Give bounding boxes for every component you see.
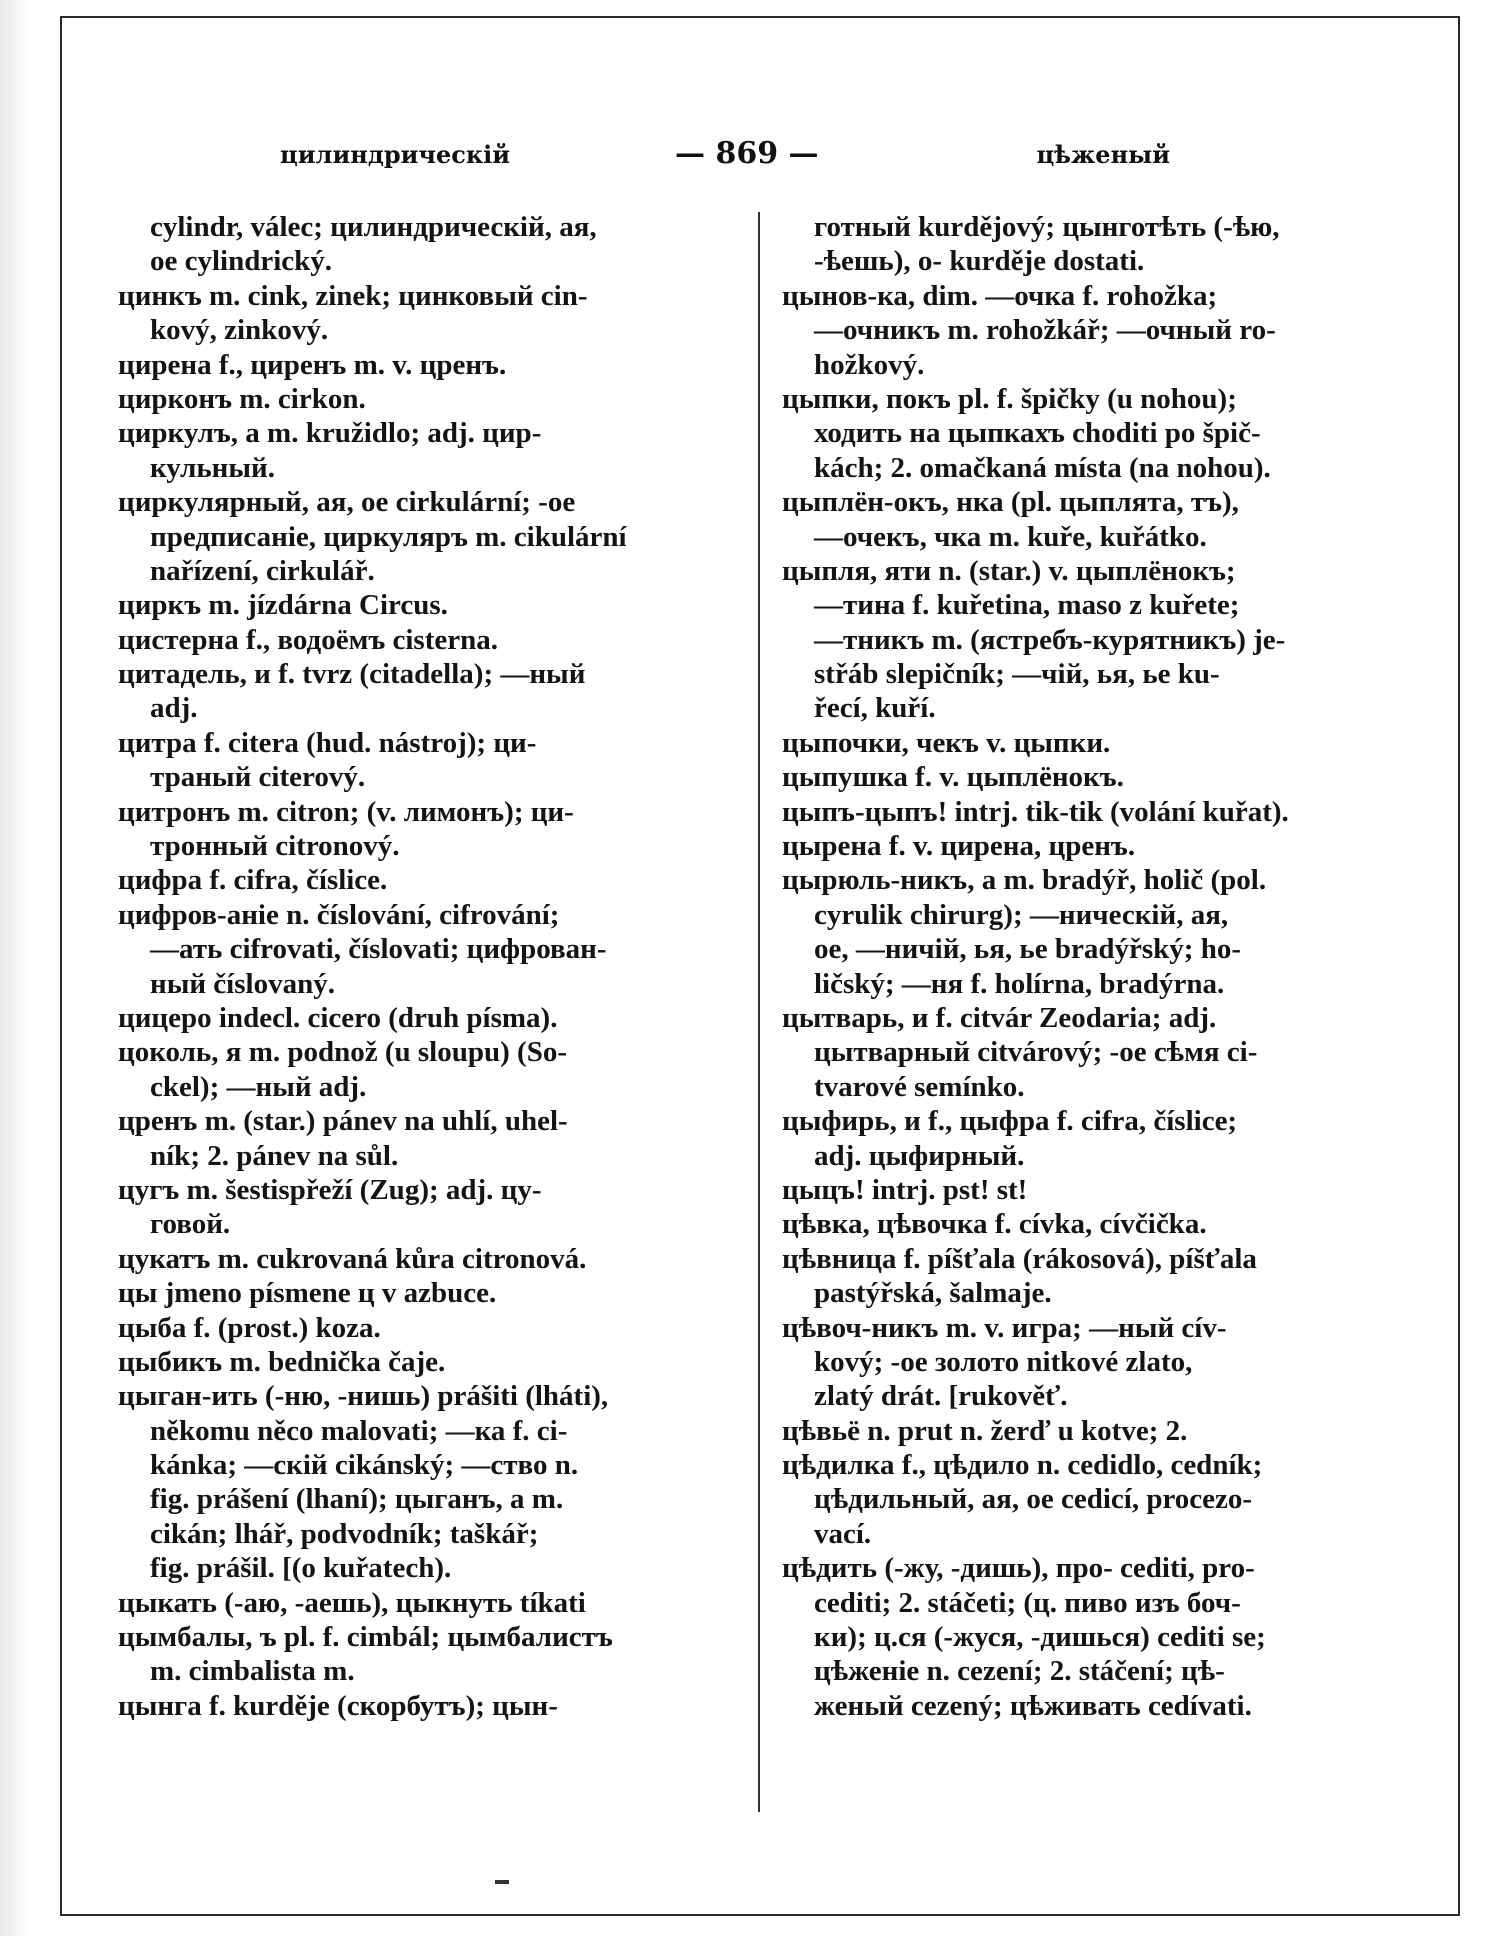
entry-line: цыган-ить (-ню, -нишь) prášiti (lháti), — [118, 1380, 609, 1413]
entry-line: цырюль-никъ, а m. bradýř, holič (pol. — [782, 864, 1267, 897]
entry-line: траный citerový. — [150, 761, 366, 794]
entry-line: fig. prášení (lhaní); цыганъ, а m. — [150, 1483, 564, 1516]
entry-line: цытварь, и f. citvár Zeodaria; adj. — [782, 1001, 1217, 1034]
entry-line: цыбикъ m. bednička čaje. — [118, 1345, 446, 1378]
entry-line: тронный citronový. — [150, 830, 400, 863]
header-left-guide-word: цилиндрическій — [280, 140, 511, 169]
entry-line: nařízení, cirkulář. — [150, 554, 375, 587]
entry-line: -ѣешь), o- kurděje dostati. — [814, 245, 1145, 278]
entry-line: цифра f. cifra, číslice. — [118, 864, 388, 897]
entry-line: кульный. — [150, 451, 275, 484]
entry-line: женый cezený; цѣживать cedívati. — [814, 1689, 1252, 1722]
header-right-guide-word: цѣженый — [1036, 140, 1170, 169]
entry-line: kách; 2. omačkaná místa (na nohou). — [814, 451, 1271, 484]
entry-line: цыцъ! intrj. pst! st! — [782, 1173, 1028, 1206]
entry-line: —очекъ, чка m. kuře, kuřátko. — [814, 520, 1207, 553]
entry-line: цытварный citvárový; -ое сѣмя ci- — [814, 1036, 1258, 1069]
entry-line: цирконъ m. cirkon. — [118, 382, 366, 415]
entry-line: adj. цыфирный. — [814, 1139, 1025, 1172]
entry-line: цѣвьё n. prut n. žerď u kotve; 2. — [782, 1414, 1188, 1447]
entry-line: hožkový. — [814, 348, 925, 381]
entry-line: ое, —ничій, ья, ье bradýřský; ho- — [814, 933, 1241, 966]
entry-line: цифров-аніе n. číslování, cifrování; — [118, 898, 560, 931]
entry-line: готный kurdějový; цынготѣть (-ѣю, — [814, 211, 1280, 243]
entry-line: цренъ m. (star.) pánev na uhlí, uhel- — [118, 1105, 568, 1138]
entry-line: —тникъ m. (ястребъ-курятникъ) je- — [814, 623, 1286, 656]
entry-line: ckel); —ный adj. — [150, 1070, 367, 1103]
entry-line: цоколь, я m. podnož (u sloupu) (So- — [118, 1036, 567, 1069]
entry-line: ходить на цыпкахъ choditi po špič- — [814, 417, 1261, 450]
entry-line: někomu něco malovati; —ка f. ci- — [150, 1414, 568, 1447]
entry-line: циркулярный, ая, ое cirkulární; -ое — [118, 486, 576, 519]
entry-line: цырена f. v. цирена, цренъ. — [782, 830, 1136, 863]
facing-page-edge — [0, 0, 30, 1936]
entry-line: цыпки, покъ pl. f. špičky (u nohou); — [782, 382, 1237, 415]
entry-line: cyrulik chirurg); —ническій, ая, — [814, 898, 1229, 931]
entry-line: цымбалы, ъ pl. f. cimbál; цымбалистъ — [118, 1621, 613, 1654]
entry-line: cylindr, válec; цилиндрическій, ая, — [150, 211, 597, 243]
entry-line: цицеро indecl. cicero (druh písma). — [118, 1001, 558, 1034]
entry-line: m. cimbalista m. — [150, 1655, 355, 1688]
entry-line: —очникъ m. rohožkář; —очный ro- — [814, 314, 1276, 347]
entry-line: ník; 2. pánev na sůl. — [150, 1139, 399, 1172]
entry-line: цѣдилка f., цѣдило n. cedidlo, cedník; — [782, 1449, 1263, 1482]
entry-line: цынов-ка, dim. —очка f. rohožka; — [782, 279, 1218, 312]
entry-line: цыба f. (prost.) koza. — [118, 1311, 381, 1344]
entry-line: цистерна f., водоёмъ cisterna. — [118, 623, 498, 656]
left-column — [118, 210, 733, 1723]
entry-line: цинкъ m. cink, zinek; цинковый cin- — [118, 279, 588, 312]
entry-line: pastýřská, šalmaje. — [814, 1277, 1052, 1310]
entry-line: střáb slepičník; —чій, ья, ье ku- — [814, 658, 1220, 691]
entry-line: цѣженіе n. cezení; 2. stáčení; цѣ- — [814, 1655, 1225, 1688]
entry-line: цукатъ m. cukrovaná kůra citronová. — [118, 1242, 587, 1275]
entry-line: циркулъ, а m. kružidlo; adj. цир- — [118, 417, 542, 450]
entry-line: циркъ m. jízdárna Circus. — [118, 589, 448, 622]
entry-line: tvarové semínko. — [814, 1070, 1025, 1103]
entry-line: kový, zinkový. — [150, 314, 329, 347]
entry-line: adj. — [150, 692, 198, 725]
entry-line: цитронъ m. citron; (v. лимонъ); ци- — [118, 795, 574, 828]
entry-line: цѣвоч-никъ m. v. игра; —ный cív- — [782, 1311, 1227, 1344]
entry-line: ličský; —ня f. holírna, bradýrna. — [814, 967, 1225, 1000]
entry-line: цѣдильный, ая, ое cedicí, procezo- — [814, 1483, 1253, 1516]
entry-line: цитра f. citera (hud. nástroj); ци- — [118, 726, 537, 759]
entry-line: ки); ц.ся (-жуся, -дишься) cediti se; — [814, 1621, 1266, 1654]
right-column — [782, 210, 1397, 1723]
entry-line: cikán; lhář, podvodník; taškář; — [150, 1517, 539, 1550]
entry-line: цыпочки, чекъ v. цыпки. — [782, 726, 1111, 759]
entry-line: цѣдить (-жу, -дишь), про- cediti, pro- — [782, 1552, 1255, 1585]
entry-line: цитадель, и f. tvrz (citadella); —ный — [118, 658, 586, 691]
entry-line: цыпъ-цыпъ! intrj. tik-tik (volání kuřat). — [782, 795, 1289, 828]
entry-line: цыпля, яти n. (star.) v. цыплёнокъ; — [782, 554, 1236, 587]
entry-line: предписаніе, циркуляръ m. cikulární — [150, 520, 627, 553]
running-header — [270, 136, 1200, 176]
entry-line: —ать cifrovati, číslovati; цифрован- — [150, 933, 607, 966]
entry-line: цирена f., циренъ m. v. цренъ. — [118, 348, 507, 381]
entry-line: —тина f. kuřetina, maso z kuřete; — [814, 589, 1240, 622]
entry-line: цыплён-окъ, нка (pl. цыплята, тъ), — [782, 486, 1239, 519]
entry-line: цы jmeno písmene ц v azbuce. — [118, 1277, 497, 1310]
entry-line: говой. — [150, 1208, 231, 1241]
footer-mark — [495, 1880, 509, 1884]
page-number: — 869 — — [675, 136, 819, 171]
entry-line: ный číslovaný. — [150, 967, 335, 1000]
entry-line: kový; -ое золото nitkové zlato, — [814, 1345, 1193, 1378]
entry-line: цѣвка, цѣвочка f. cívka, cívčička. — [782, 1208, 1207, 1241]
entry-line: fig. prášil. [(o kuřatech). — [150, 1552, 452, 1585]
entry-line: cediti; 2. stáčeti; (ц. пиво изъ боч- — [814, 1586, 1241, 1619]
entry-line: цыпушка f. v. цыплёнокъ. — [782, 761, 1124, 794]
column-divider — [758, 212, 760, 1812]
entry-line: zlatý drát. [rukověť. — [814, 1380, 1068, 1413]
entry-line: ое cylindrický. — [150, 245, 333, 278]
entry-line: řecí, kuří. — [814, 692, 936, 725]
entry-line: цыфирь, и f., цыфра f. cifra, číslice; — [782, 1105, 1238, 1138]
entry-line: vací. — [814, 1517, 872, 1550]
entry-line: цѣвница f. píšťala (rákosová), píšťala — [782, 1242, 1257, 1275]
entry-line: цугъ m. šestispřeží (Zug); adj. цу- — [118, 1173, 542, 1206]
entry-line: цыкать (-аю, -аешь), цыкнуть tíkati — [118, 1586, 586, 1619]
entry-line: kánka; —скій cikánský; —ство n. — [150, 1449, 579, 1482]
entry-line: цынга f. kurděje (скорбутъ); цын- — [118, 1689, 558, 1722]
